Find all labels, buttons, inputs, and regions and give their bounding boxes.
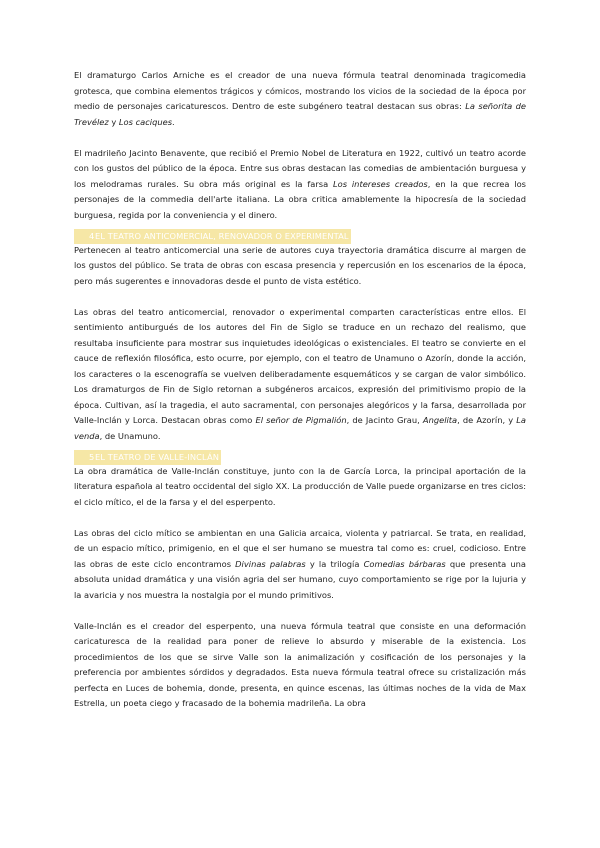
paragraph-arniche [74, 68, 526, 130]
section-heading-5 [74, 448, 526, 464]
text-run: y [108, 116, 119, 127]
paragraph-benavente [74, 146, 526, 224]
title-italic: El señor de Pigmalión [255, 415, 347, 425]
heading-text: EL TEATRO ANTICOMERCIAL, RENOVADOR O EXPERIMENTAL [95, 231, 349, 241]
title-italic: La señorita de Trevélez [74, 101, 527, 127]
text-run: Las obras del teatro anticomercial, renovador o experimental comparten características entre ellos. El sentimiento antiburgués de los autores del Fin de Siglo se traduce en un rechazo del realismo, que resultaba insuficiente para mostrar sus inquietudes ideológicas o existenciales. El teatro se convierte en el cauce de reflexión filosófica, esto ocurre, por ejemplo, con el teatro de Unamuno o Azorín, donde la acción, los caracteres o la escenografía se vuelven deliberadamente esquemáticos y se cargan de valor simbólico. Los dramaturgos de Fin de Siglo retornan a subgéneros arcaicos, expresión del primitivismo propio de la época. Cultivan, así la tragedia, el auto sacramental, con personajes alegóricos y la farsa, desarrollada por Valle-Inclán y Lorca. Destacan obras como [74, 306, 526, 425]
document-page [74, 68, 526, 727]
text-run: . [172, 116, 175, 127]
section-heading-4 [74, 227, 526, 243]
title-italic: Los caciques [118, 116, 173, 127]
heading-number: 4 [89, 231, 95, 241]
text-run: , de Unamuno. [99, 430, 161, 441]
heading-text: EL TEATRO DE VALLE-INCLÁN [95, 452, 220, 462]
text-run: , de Azorín, y [457, 415, 517, 425]
text-run: y la trilogía [305, 558, 364, 569]
heading-highlight [74, 229, 351, 244]
text-run: Las obras del ciclo mítico se ambientan en una Galicia arcaica, violenta y patriarcal. Se trata, en realidad, de un espacio mítico, primigenio, en el que el ser humano se muestra tal como es: cruel, codicioso. Entre las obras de este ciclo encontramos [74, 527, 526, 569]
text-run: que presenta una absoluta unidad dramática y una visión agria del ser humano, cuyo comportamiento se rige por la lujuria y la avaricia y nos muestra la nostalgia por el mundo primitivos. [74, 558, 526, 600]
title-italic: Los intereses creados [333, 178, 428, 189]
title-italic: Angelita [422, 415, 458, 425]
paragraph-esperpento: Valle-Inclán es el creador del esperpento, una nueva fórmula teatral que consiste en una deformación caricaturesca de la realidad para poner de relieve lo absurdo y miserable de la existencia. Los procedimientos de los que se sirve Valle son la animalización y cosificación de los personajes y la preferencia por ambientes sórdidos y degradados. Esta nueva fórmula teatral ofrece su cristalización más perfecta en Luces de bohemia, donde, presenta, en quince escenas, las últimas noches de la vida de Max Estrella, un poeta ciego y fracasado de la bohemia madrileña. La obra [74, 620, 526, 708]
text-run: , en la que recrea los personajes de la commedia dell'arte italiana. La obra critica amablemente la hipocresía de la sociedad burguesa, regida por la conveniencia y el dinero. [74, 178, 527, 220]
text-run: El dramaturgo Carlos Arniche es el creador de una nueva fórmula teatral denominada tragicomedia grotesca, que combina elementos trágicos y cómicos, mostrando los vicios de la sociedad de la época por medio de personajes caricaturescos. Dentro de este subgénero teatral destacan sus obras: [74, 70, 526, 111]
paragraph-valle-intro: La obra dramática de Valle-Inclán constituye, junto con la de García Lorca, la principal aportación de la literatura española al teatro occidental del siglo XX. La producción de Valle puede organizarse en tres ciclos: el ciclo mítico, el de la farsa y el del esperpento. [74, 465, 526, 507]
text-run: El madrileño Jacinto Benavente, que recibió el Premio Nobel de Literatura en 1922, cultivó un teatro acorde con los gustos del público de la época. Entre sus obras destacan las comedias de ambientación burguesa y los melodramas rurales. Su obra más original es la farsa [74, 147, 526, 189]
heading-number: 5 [89, 452, 95, 462]
title-italic: Divinas palabras [235, 558, 306, 569]
paragraph-anticomercial-intro: Pertenecen al teatro anticomercial una serie de autores cuya trayectoria dramática discurre al margen de los gustos del público. Se trata de obras con escasa presencia y repercusión en los escenarios de la época, pero más sugerentes e innovadoras desde el punto de vista estético. [74, 244, 526, 286]
text-run: , de Jacinto Grau, [346, 415, 423, 425]
paragraph-anticomercial-features [74, 305, 526, 445]
title-italic: La venda [74, 415, 526, 441]
title-italic: Comedias bárbaras [363, 558, 446, 569]
heading-highlight [74, 450, 221, 465]
paragraph-ciclo-mitico [74, 526, 526, 604]
